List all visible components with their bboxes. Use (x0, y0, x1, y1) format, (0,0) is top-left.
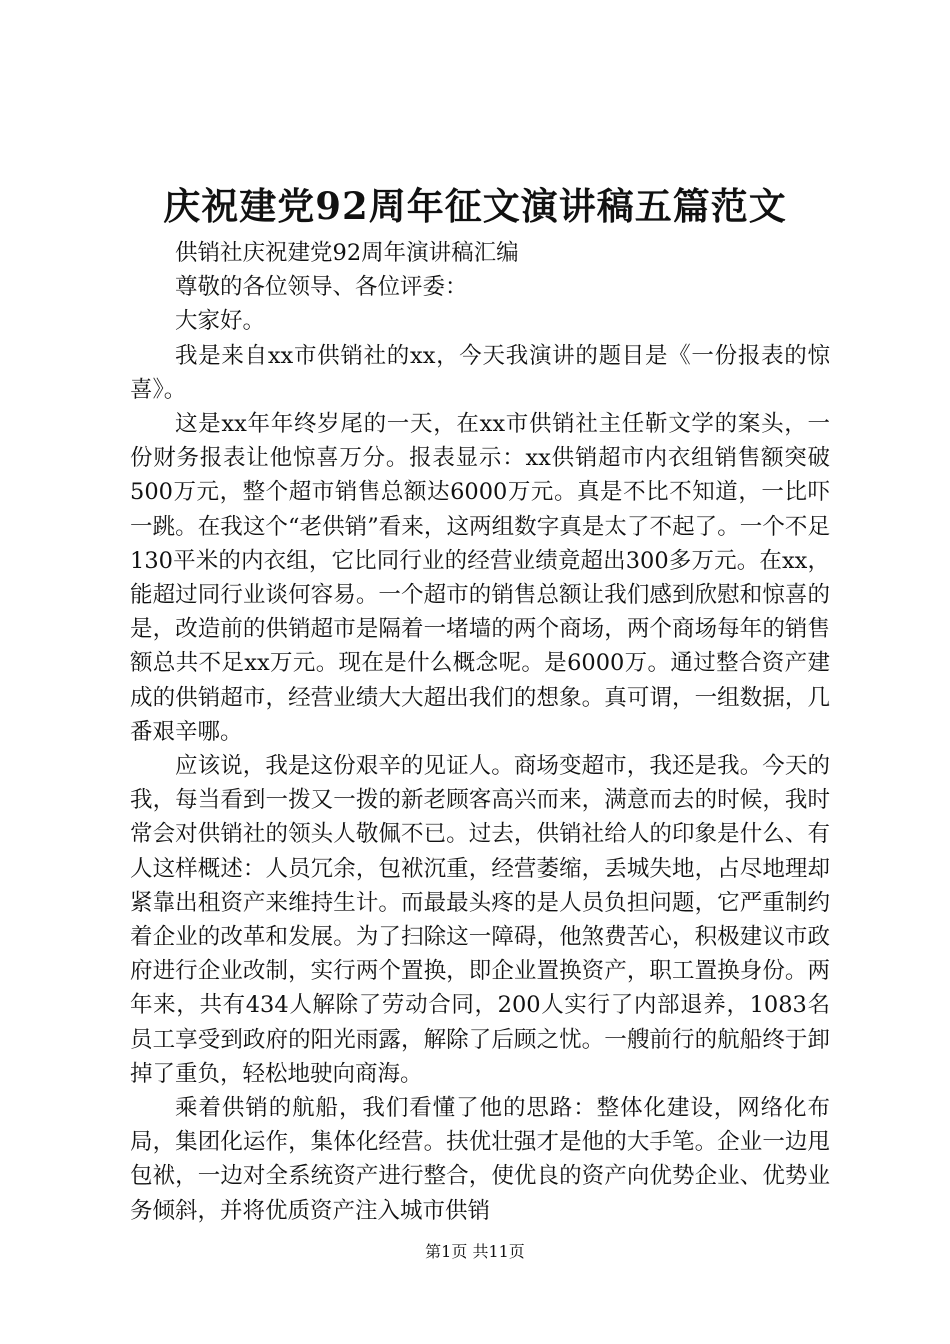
paragraph: 这是xx年年终岁尾的一天，在xx市供销社主任靳文学的案头，一份财务报表让他惊喜万分。报表显示：xx供销超市内衣组销售额突破500万元，整个超市销售总额达6000万元。真是不比不知道，一比吓一跳。在我这个“老供销”看来，这两组数字真是太了不起了。一个不足130平米的内衣组，它比同行业的经营业绩竟超出300多万元。在xx，能超过同行业谈何容易。一个超市的销售总额让我们感到欣慰和惊喜的是，改造前的供销超市是隔着一堵墙的两个商场，两个商场每年的销售额总共不足xx万元。现在是什么概念呢。是6000万。通过整合资产建成的供销超市，经营业绩大大超出我们的想象。真可谓，一组数据，几番艰辛哪。 (130, 411, 830, 745)
page-number-footer: 第1页 共11页 (425, 1242, 525, 1261)
document-body (130, 236, 830, 1228)
paragraph: 乘着供销的航船，我们看懂了他的思路：整体化建设，网络化布局，集团化运作，集体化经营。扶优壮强才是他的大手笔。企业一边甩包袱，一边对全系统资产进行整合，使优良的资产向优势企业、优势业务倾斜，并将优质资产注入城市供销 (130, 1095, 830, 1224)
paragraph-subtitle: 供销社庆祝建党92周年演讲稿汇编 (175, 240, 519, 266)
paragraph: 应该说，我是这份艰辛的见证人。商场变超市，我还是我。今天的我，每当看到一拨又一拨的新老顾客高兴而来，满意而去的时候，我时常会对供销社的领头人敬佩不已。过去，供销社给人的印象是什么、有人这样概述：人员冗余，包袱沉重，经营萎缩，丢城失地，占尽地理却紧靠出租资产来维持生计。而最最头疼的是人员负担问题，它严重制约着企业的改革和发展。为了扫除这一障碍，他煞费苦心，积极建议市政府进行企业改制，实行两个置换，即企业置换资产，职工置换身份。两年来，共有434人解除了劳动合同，200人实行了内部退养，1083名员工享受到政府的阳光雨露，解除了后顾之忧。一艘前行的航船终于卸掉了重负，轻松地驶向商海。 (130, 753, 830, 1087)
paragraph-salutation: 尊敬的各位领导、各位评委： (175, 274, 468, 301)
document-title: 庆祝建党92周年征文演讲稿五篇范文 (163, 184, 787, 228)
paragraph-greeting: 大家好。 (175, 308, 266, 335)
paragraph: 我是来自xx市供销社的xx，今天我演讲的题目是《一份报表的惊喜》。 (130, 342, 830, 403)
